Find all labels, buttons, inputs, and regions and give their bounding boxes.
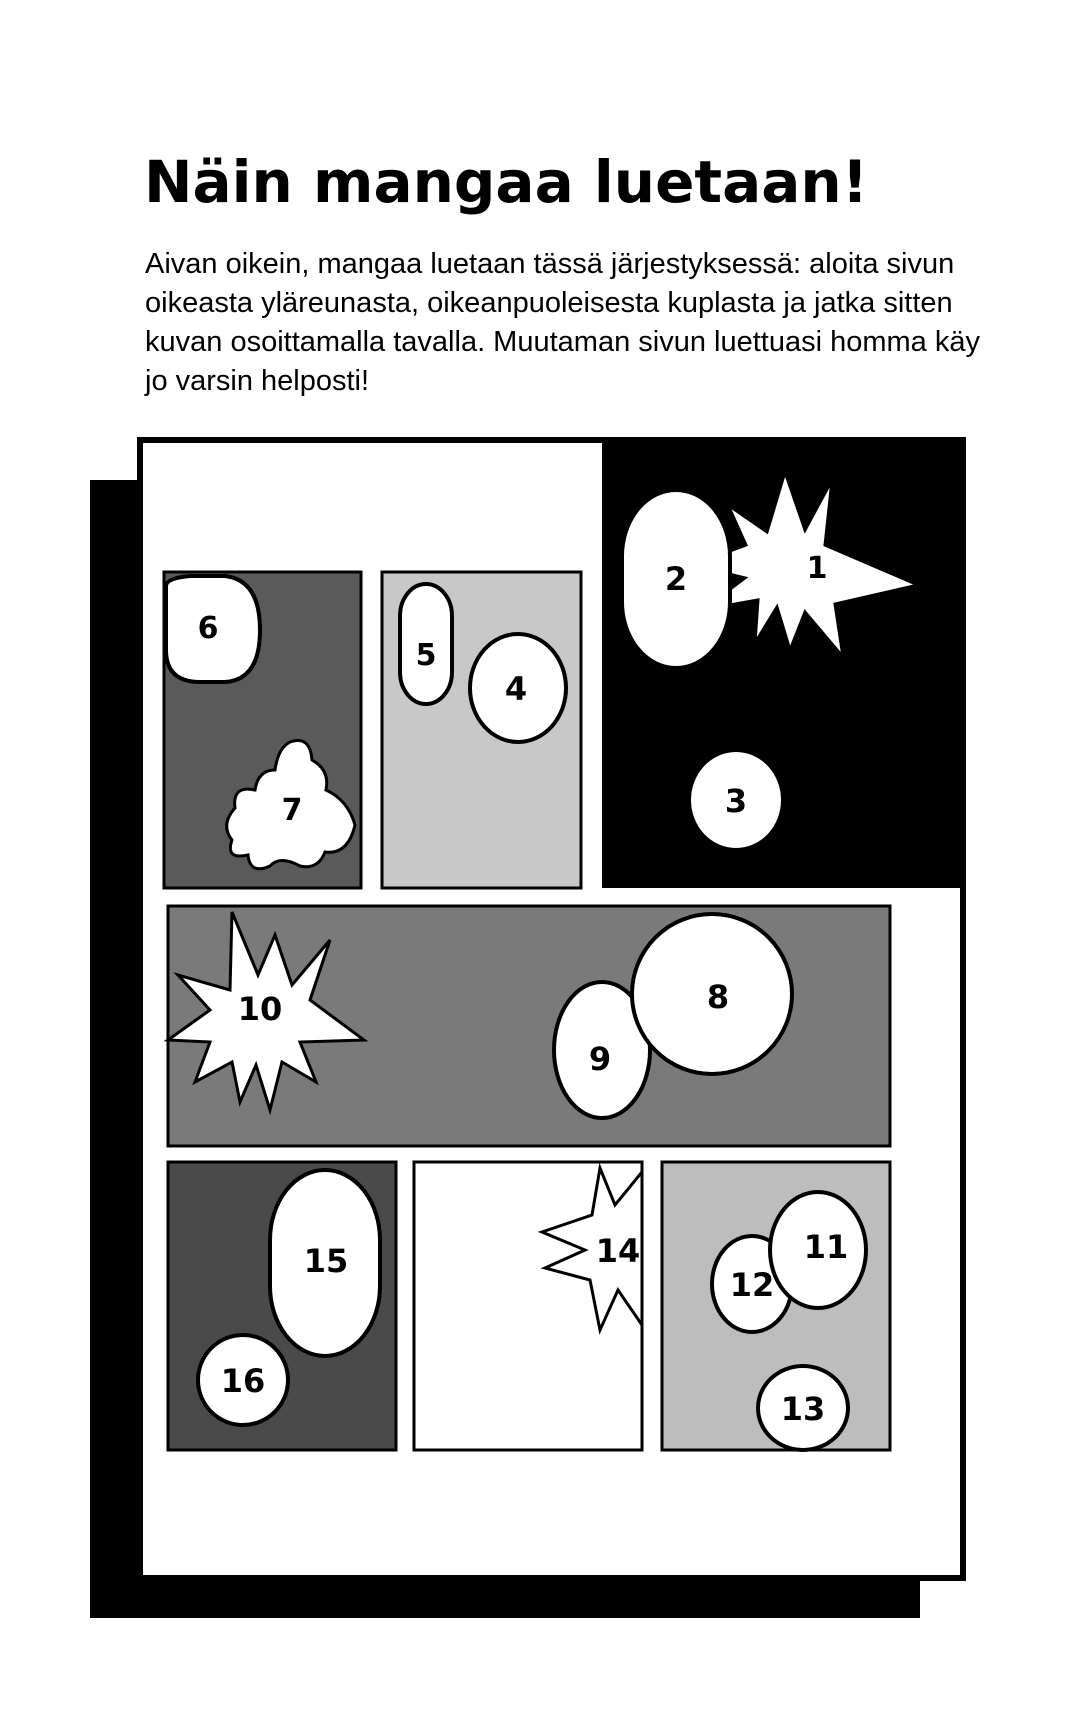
bubble-1-label: 1 — [806, 551, 828, 586]
bubble-12-label: 12 — [729, 1266, 775, 1304]
bubble-5-label: 5 — [415, 638, 437, 673]
bubble-15-label: 15 — [303, 1242, 349, 1280]
intro-text: Aivan oikein, mangaa luetaan tässä järjestyksessä: aloita sivun oikeasta yläreunasta, oikeanpuoleisesta kuplasta ja jatka sitten kuvan osoittamalla tavalla. Muutaman sivun luettuasi homma käy jo varsin helposti! — [145, 248, 980, 397]
bubble-3-label: 3 — [724, 782, 748, 820]
bubble-2-label: 2 — [664, 560, 688, 598]
bubble-4-label: 4 — [504, 670, 528, 708]
page-title: Näin mangaa luetaan! — [144, 148, 869, 216]
bubble-8-label: 8 — [706, 978, 730, 1016]
bubble-9-label: 9 — [588, 1040, 612, 1078]
bubble-11-label: 11 — [803, 1228, 849, 1266]
bubble-16-label: 16 — [220, 1362, 266, 1400]
bubble-6-label: 6 — [197, 611, 219, 646]
bubble-14-label: 14 — [595, 1232, 641, 1270]
bubble-7-label: 7 — [281, 793, 303, 828]
bubble-13-label: 13 — [780, 1390, 826, 1428]
bubble-10-label: 10 — [237, 990, 283, 1028]
